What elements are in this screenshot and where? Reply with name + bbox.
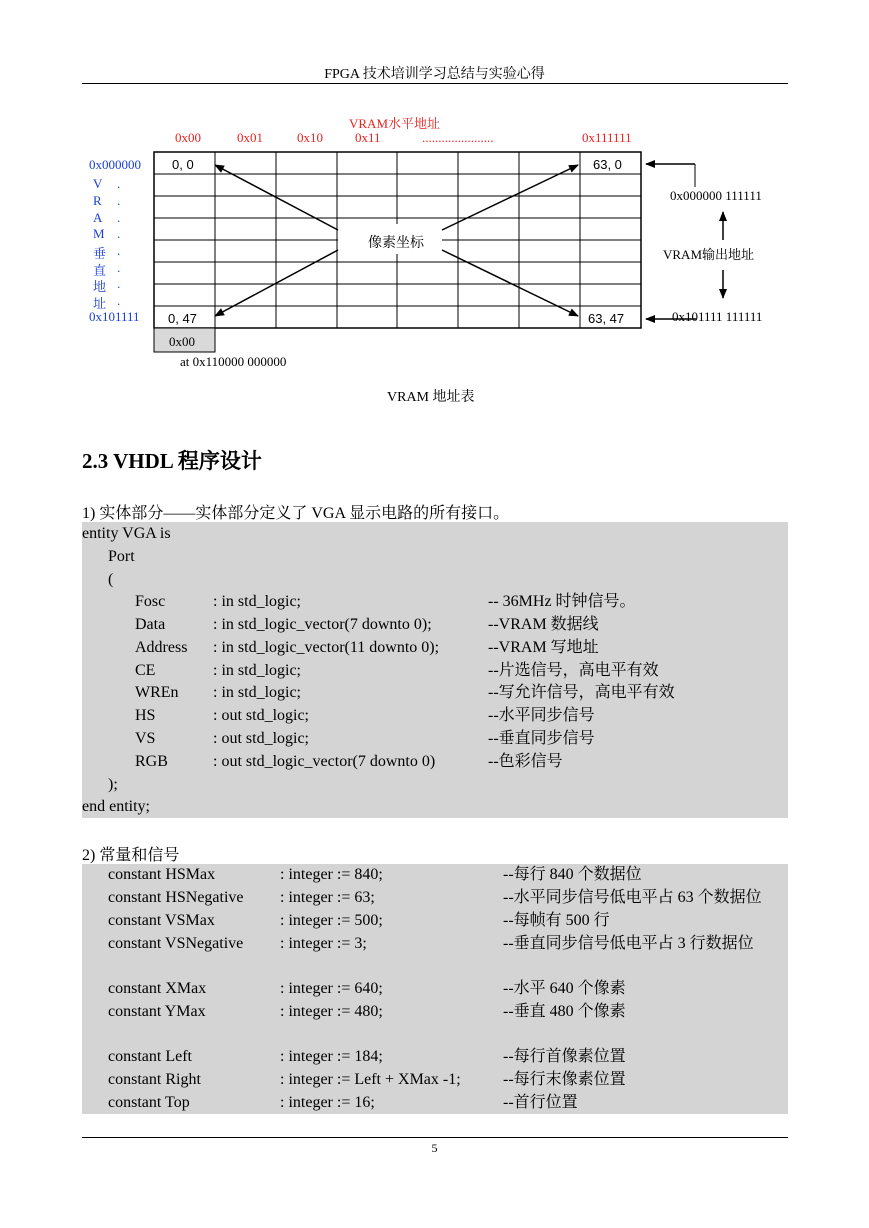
port-comment: --色彩信号: [488, 753, 563, 770]
cell-bottom-right: 63, 47: [588, 311, 625, 326]
constant-name: constant Left: [108, 1048, 192, 1065]
port-comment: --写允许信号，高电平有效: [488, 684, 675, 701]
vram-vertical-dot: .: [117, 243, 121, 258]
code-line-port: Port: [108, 548, 135, 565]
port-type: : in std_logic;: [213, 684, 301, 701]
code-line-close: );: [108, 776, 118, 793]
port-comment: -- 36MHz 时钟信号。: [488, 593, 636, 610]
vram-horizontal-title: VRAM水平地址: [349, 116, 441, 131]
vram-vertical-dot: .: [117, 226, 121, 241]
vram-vertical-char: 垂: [93, 246, 107, 261]
port-comment: --片选信号，高电平有效: [488, 662, 659, 679]
output-address-bottom: 0x101111 111111: [672, 309, 763, 324]
constant-value: : integer := 840;: [280, 866, 383, 883]
header-rule: [82, 83, 788, 84]
horiz-label: 0x111111: [582, 130, 632, 145]
port-name: CE: [135, 662, 156, 679]
constant-name: constant HSNegative: [108, 889, 244, 906]
vram-vertical-char: 直: [93, 263, 107, 278]
extra-cell-note: at 0x110000 000000: [180, 354, 287, 369]
vram-vertical-char: 地: [93, 279, 107, 294]
vram-output-address-label: VRAM输出地址: [663, 247, 755, 262]
constant-comment: --垂直同步信号低电平占 3 行数据位: [503, 935, 754, 952]
port-type: : out std_logic;: [213, 707, 309, 724]
vram-vertical-dot: .: [117, 193, 121, 208]
section-heading: 2.3 VHDL 程序设计: [82, 449, 262, 473]
horiz-label: ......................: [422, 130, 494, 145]
extra-cell-label: 0x00: [169, 334, 195, 349]
figure-caption: VRAM 地址表: [387, 390, 475, 405]
port-type: : out std_logic;: [213, 730, 309, 747]
port-type: : in std_logic;: [213, 593, 301, 610]
constant-comment: --水平同步信号低电平占 63 个数据位: [503, 889, 762, 906]
constant-value: : integer := 640;: [280, 980, 383, 997]
port-name: Fosc: [135, 593, 166, 610]
port-name: Data: [135, 616, 166, 633]
constant-value: : integer := 63;: [280, 889, 375, 906]
page-header-title: FPGA 技术培训学习总结与实验心得: [324, 67, 545, 82]
constant-comment: --垂直 480 个像素: [503, 1003, 626, 1020]
port-name: RGB: [135, 753, 168, 770]
port-comment: --VRAM 数据线: [488, 616, 599, 633]
port-name: WREn: [135, 684, 179, 701]
port-type: : in std_logic;: [213, 662, 301, 679]
constant-value: : integer := Left + XMax -1;: [280, 1071, 461, 1088]
constant-comment: --每行 840 个数据位: [503, 866, 642, 883]
constant-name: constant VSNegative: [108, 935, 244, 952]
constant-name: constant Top: [108, 1094, 190, 1111]
vram-vertical-bottom-label: 0x101111: [89, 309, 140, 324]
vram-vertical-char: A: [93, 210, 103, 225]
port-name: HS: [135, 707, 156, 724]
port-name: Address: [135, 639, 188, 656]
constant-name: constant XMax: [108, 980, 207, 997]
vram-vertical-char: V: [93, 176, 103, 191]
vram-vertical-char: R: [93, 193, 102, 208]
horiz-label: 0x11: [355, 130, 381, 145]
constant-value: : integer := 184;: [280, 1048, 383, 1065]
horiz-label: 0x01: [237, 130, 263, 145]
port-comment: --垂直同步信号: [488, 730, 595, 747]
vram-vertical-dot: .: [117, 210, 121, 225]
constant-value: : integer := 500;: [280, 912, 383, 929]
port-type: : out std_logic_vector(7 downto 0): [213, 753, 436, 770]
part2-title: 2) 常量和信号: [82, 847, 180, 864]
constant-comment: --水平 640 个像素: [503, 980, 626, 997]
cell-top-left: 0, 0: [172, 157, 194, 172]
port-type: : in std_logic_vector(11 downto 0);: [213, 639, 440, 656]
port-type: : in std_logic_vector(7 downto 0);: [213, 616, 432, 633]
constant-name: constant Right: [108, 1071, 201, 1088]
code-line-open: (: [108, 571, 114, 588]
constant-name: constant VSMax: [108, 912, 215, 929]
constant-value: : integer := 16;: [280, 1094, 375, 1111]
entity-code-block: [82, 522, 788, 818]
port-comment: --水平同步信号: [488, 707, 595, 724]
vram-vertical-dot: .: [117, 293, 121, 308]
constant-value: : integer := 480;: [280, 1003, 383, 1020]
horiz-label: 0x10: [297, 130, 323, 145]
code-line-end: end entity;: [82, 798, 150, 815]
cell-bottom-left: 0, 47: [168, 311, 197, 326]
cell-top-right: 63, 0: [593, 157, 622, 172]
constant-name: constant YMax: [108, 1003, 206, 1020]
constant-comment: --每行首像素位置: [503, 1048, 626, 1065]
code-line-entity: entity VGA is: [82, 525, 171, 542]
vram-vertical-dot: .: [117, 176, 121, 191]
output-address-top: 0x000000 111111: [670, 188, 762, 203]
vram-vertical-char: 址: [93, 296, 107, 311]
constant-comment: --每行末像素位置: [503, 1071, 626, 1088]
port-name: VS: [135, 730, 156, 747]
constant-name: constant HSMax: [108, 866, 216, 883]
port-comment: --VRAM 写地址: [488, 639, 599, 656]
vram-vertical-top-label: 0x000000: [89, 157, 141, 172]
vram-vertical-char: M: [93, 226, 105, 241]
part1-title: 1) 实体部分——实体部分定义了 VGA 显示电路的所有接口。: [82, 505, 510, 522]
pixel-coordinate-label: 像素坐标: [368, 236, 424, 251]
footer-rule: [82, 1137, 788, 1138]
constant-comment: --每帧有 500 行: [503, 912, 610, 929]
page-number: 5: [431, 1141, 438, 1155]
constant-comment: --首行位置: [503, 1094, 578, 1111]
vram-vertical-dot: .: [117, 260, 121, 275]
horiz-label: 0x00: [175, 130, 201, 145]
constant-value: : integer := 3;: [280, 935, 367, 952]
vram-vertical-dot: .: [117, 276, 121, 291]
